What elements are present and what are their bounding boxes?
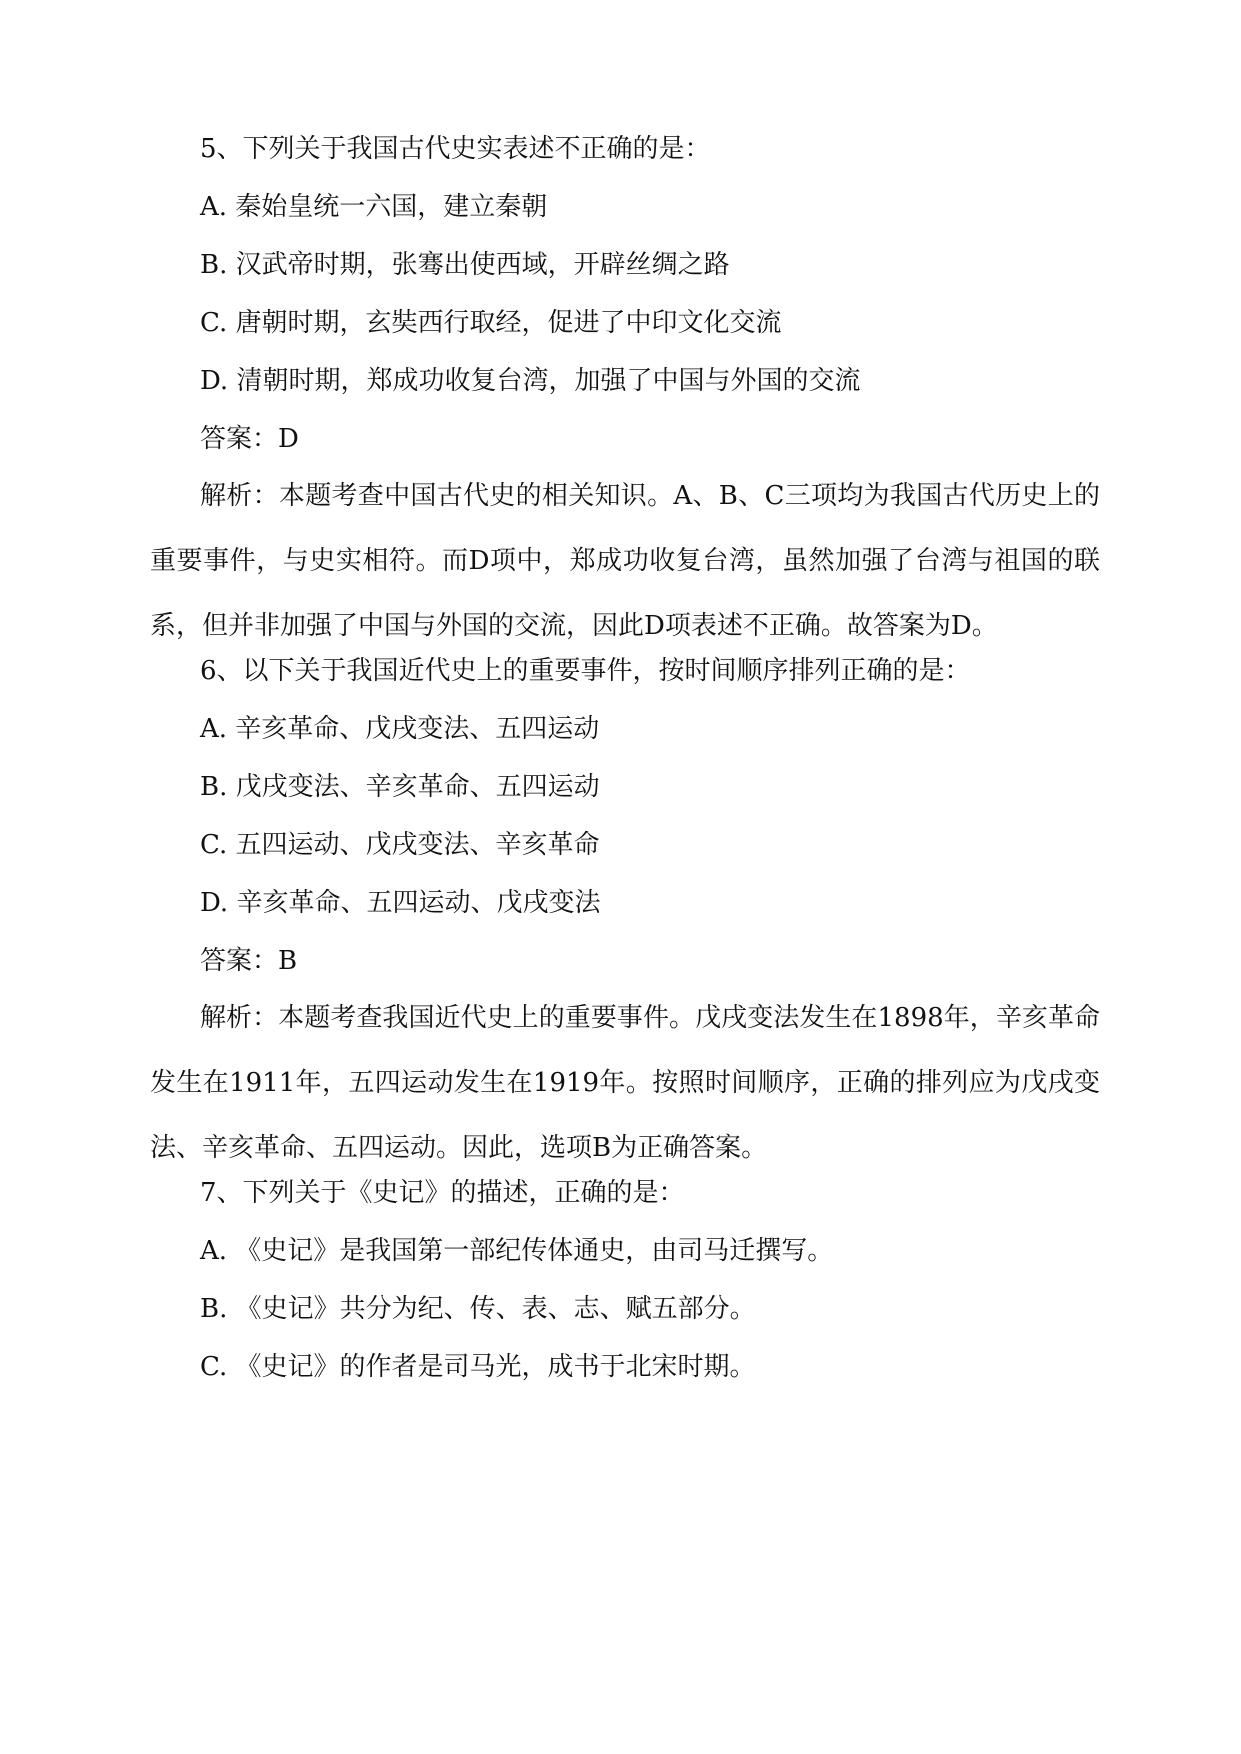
question-5-answer: 答案：D: [200, 424, 299, 454]
question-7-stem: 7、下列关于《史记》的描述，正确的是：: [200, 1178, 685, 1208]
question-6-option-d: D. 辛亥革命、五四运动、戊戌变法: [200, 888, 601, 918]
question-6-option-b: B. 戊戌变法、辛亥革命、五四运动: [200, 772, 600, 802]
question-5-stem: 5、下列关于我国古代史实表述不正确的是：: [200, 134, 711, 164]
question-6-option-a: A. 辛亥革命、戊戌变法、五四运动: [200, 714, 600, 744]
question-5-option-a: A. 秦始皇统一六国，建立秦朝: [200, 192, 548, 222]
question-5-option-c: C. 唐朝时期，玄奘西行取经，促进了中印文化交流: [200, 308, 782, 338]
question-7-option-c: C. 《史记》的作者是司马光，成书于北宋时期。: [200, 1352, 756, 1382]
question-6-stem: 6、以下关于我国近代史上的重要事件，按时间顺序排列正确的是：: [200, 656, 971, 686]
question-6-answer: 答案：B: [200, 946, 298, 976]
question-7-option-a: A. 《史记》是我国第一部纪传体通史，由司马迁撰写。: [200, 1236, 834, 1266]
question-5-option-b: B. 汉武帝时期，张骞出使西域，开辟丝绸之路: [200, 250, 730, 280]
question-6-analysis: 解析：本题考查我国近代史上的重要事件。戊戌变法发生在1898年，辛亥革命发生在1911年，五四运动发生在1919年。按照时间顺序，正确的排列应为戊戌变法、辛亥革命、五四运动。因此，选项B为正确答案。: [150, 1003, 1100, 1163]
question-6-option-c: C. 五四运动、戊戌变法、辛亥革命: [200, 830, 600, 860]
question-7-option-b: B. 《史记》共分为纪、传、表、志、赋五部分。: [200, 1294, 756, 1324]
question-5-analysis: 解析：本题考查中国古代史的相关知识。A、B、C三项均为我国古代历史上的重要事件，与史实相符。而D项中，郑成功收复台湾，虽然加强了台湾与祖国的联系，但并非加强了中国与外国的交流，因此D项表述不正确。故答案为D。: [150, 481, 1100, 641]
question-5-option-d: D. 清朝时期，郑成功收复台湾，加强了中国与外国的交流: [200, 366, 861, 396]
